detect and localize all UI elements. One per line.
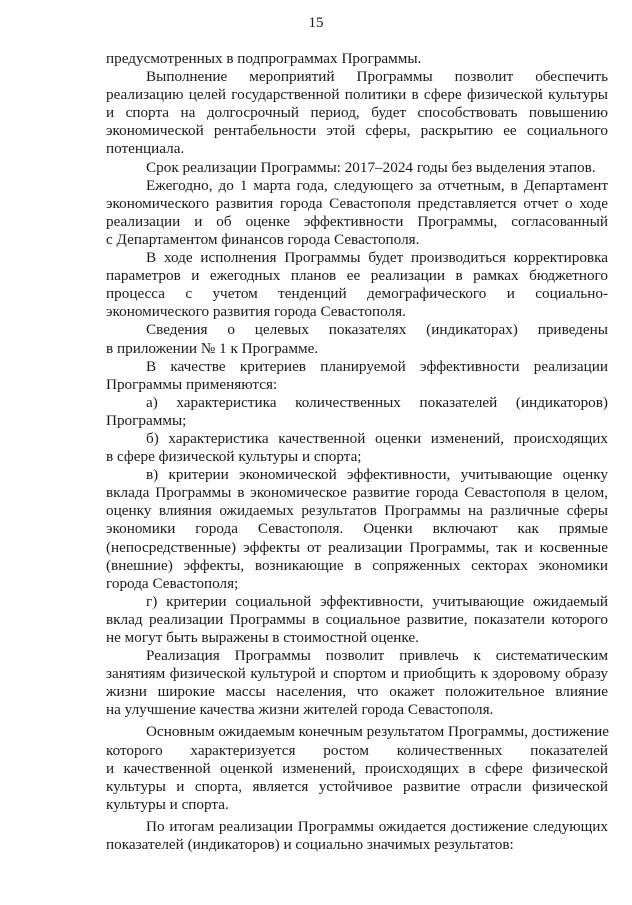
paragraph [106,430,608,466]
text-line: г) критерии социальной эффективности, учитывающие ожидаемый [146,592,608,610]
text-line: города Севастополя; [106,574,239,592]
text-line: Основным ожидаемым конечным результатом Программы, достижение [146,723,610,741]
text-line: культуры и спорта. [106,795,229,813]
paragraph [106,249,608,321]
text-line: в) критерии экономической эффективности, учитывающие оценку [146,466,608,484]
text-line: В ходе исполнения Программы будет производиться корректировка [146,249,608,267]
paragraph [106,50,608,68]
text-line: Сведения о целевых показателях (индикаторах) приведены [146,321,608,339]
text-line: По итогам реализации Программы ожидается достижение следующих [146,817,608,835]
text-line: (непосредственные) эффекты от реализации Программы, так и косвенные [106,538,608,556]
text-line: не могут быть выражены в стоимостной оценке. [106,629,419,646]
text-line: вклада Программы в экономическое развитие города Севастополя в целом, [106,484,608,502]
text-line: реализацию целей государственной политики в сфере физической культуры [106,86,608,104]
paragraph [106,321,608,357]
paragraph [106,593,608,647]
text-line: параметров и ежегодных планов ее реализации в рамках бюджетного [106,267,608,285]
text-line: занятиям физической культурой и спортом и приобщить к здоровому образу [106,665,608,683]
text-line: В качестве критериев планируемой эффективности реализации [146,357,608,375]
text-line: оценку влияния ожидаемых результатов Программы на различные сферы [106,502,608,520]
text-line: реализации и об оценке эффективности Программы, согласованный [106,212,608,230]
text-line: Программы; [106,411,187,429]
paragraph [106,723,608,813]
text-line: которого характеризуется ростом количественных показателей [106,741,608,759]
text-line: Реализация Программы позволит привлечь к систематическим [146,647,608,665]
paragraph [106,466,608,593]
text-line: и спорта на долгосрочный период, будет способствовать повышению [106,104,608,122]
paragraph [106,818,608,854]
paragraph [106,358,608,394]
text-line: Срок реализации Программы: 2017–2024 годы без выделения этапов. [146,158,596,176]
text-line: показателей (индикаторов) и социально значимых результатов: [106,836,514,854]
text-line: культуры и спорта, является устойчивое развитие отрасли физической [106,777,608,795]
text-line: в приложении № 1 к Программе. [106,339,319,357]
text-line: экономики города Севастополя. Оценки включают как прямые [106,520,608,538]
paragraph [106,177,608,249]
text-line: Ежегодно, до 1 марта года, следующего за отчетным, в Департамент [146,176,608,194]
text-line: Выполнение мероприятий Программы позволит обеспечить [146,68,608,86]
text-line: жизни широкие массы населения, что окажет положительное влияние [106,683,608,701]
page-number: 15 [308,15,324,31]
paragraph [106,647,608,719]
text-line: процесса с учетом тенденций демографического и социально- [106,285,608,303]
text-line: а) характеристика количественных показателей (индикаторов) [146,393,608,411]
text-line: б) характеристика качественной оценки изменений, происходящих [146,429,608,447]
text-line: (внешние) эффекты, возникающие в сопряженных секторах экономики [106,556,608,574]
text-line: экономической рентабельности этой сферы, раскрытию ее социального [106,122,608,140]
text-line: потенциала. [106,140,185,158]
paragraph [106,394,608,430]
text-line: вклад реализации Программы в социальное развитие, показатели которого [106,610,608,628]
text-line: Программы применяются: [106,375,278,393]
text-line: экономического развития города Севастополя. [106,303,406,321]
document-body [106,50,608,854]
text-line: предусмотренных в подпрограммах Программы. [106,50,422,67]
text-line: на улучшение качества жизни жителей города Севастополя. [106,701,494,719]
text-line: и качественной оценкой изменений, происходящих в сфере физической [106,759,608,777]
text-line: экономического развития города Севастополя представляется отчет о ходе [106,194,608,212]
paragraph [106,68,608,158]
text-line: в сфере физической культуры и спорта; [106,448,362,466]
paragraph [106,159,608,177]
text-line: с Департаментом финансов города Севастополя. [106,230,420,248]
